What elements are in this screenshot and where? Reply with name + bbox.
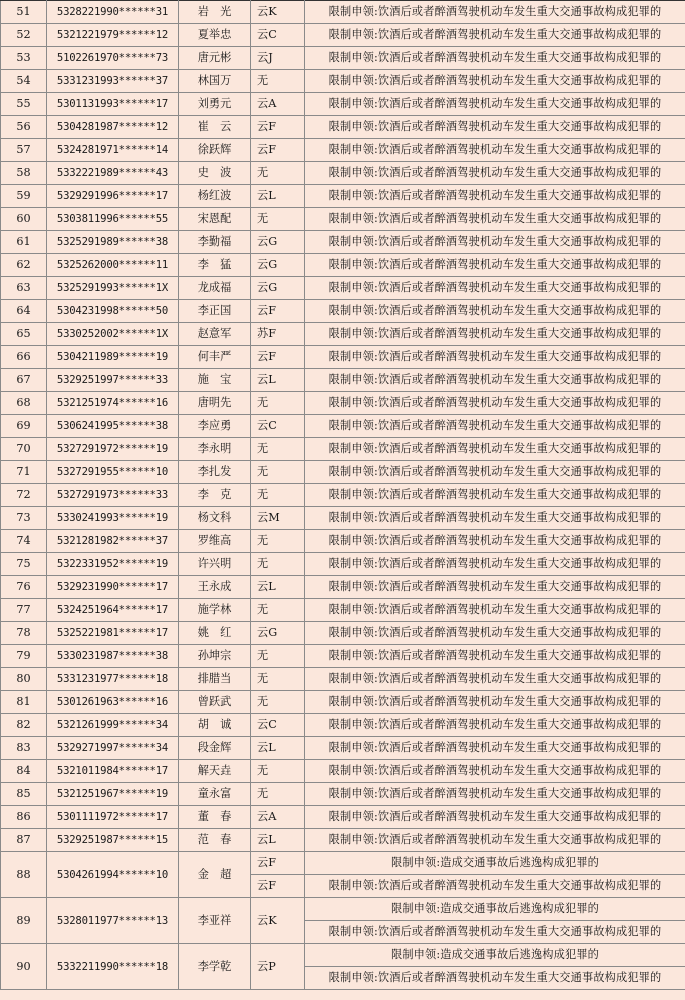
- person-name: 许兴明: [179, 553, 251, 576]
- id-number: 5332221989******43: [47, 162, 179, 185]
- table-row: [1, 116, 685, 139]
- person-name: 施学林: [179, 599, 251, 622]
- restriction-reason: 限制申领:饮酒后或者醉酒驾驶机动车发生重大交通事故构成犯罪的: [305, 438, 685, 461]
- id-number: 5327291955******10: [47, 461, 179, 484]
- table-row: [1, 507, 685, 530]
- table-row: [1, 484, 685, 507]
- plate-region: 云J: [251, 47, 305, 70]
- plate-region: 无: [251, 162, 305, 185]
- plate-region: 云F: [251, 346, 305, 369]
- restriction-reason: 限制申领:造成交通事故后逃逸构成犯罪的: [305, 898, 685, 921]
- id-number: 5329291996******17: [47, 185, 179, 208]
- table-row: [1, 47, 685, 70]
- person-name: 徐跃辉: [179, 139, 251, 162]
- plate-region: 云F: [251, 300, 305, 323]
- person-name: 唐明先: [179, 392, 251, 415]
- person-name: 李应勇: [179, 415, 251, 438]
- plate-region: 云A: [251, 806, 305, 829]
- restriction-reason: 限制申领:饮酒后或者醉酒驾驶机动车发生重大交通事故构成犯罪的: [305, 967, 685, 990]
- restriction-reason: 限制申领:饮酒后或者醉酒驾驶机动车发生重大交通事故构成犯罪的: [305, 507, 685, 530]
- restriction-reason: 限制申领:饮酒后或者醉酒驾驶机动车发生重大交通事故构成犯罪的: [305, 829, 685, 852]
- person-name: 刘勇元: [179, 93, 251, 116]
- person-name: 董 春: [179, 806, 251, 829]
- id-number: 5328221990******31: [47, 1, 179, 24]
- restriction-reason: 限制申领:饮酒后或者醉酒驾驶机动车发生重大交通事故构成犯罪的: [305, 484, 685, 507]
- row-number: 74: [1, 530, 47, 553]
- person-name: 唐元彬: [179, 47, 251, 70]
- row-number: 53: [1, 47, 47, 70]
- id-number: 5329271997******34: [47, 737, 179, 760]
- id-number: 5303811996******55: [47, 208, 179, 231]
- restriction-reason: 限制申领:饮酒后或者醉酒驾驶机动车发生重大交通事故构成犯罪的: [305, 576, 685, 599]
- person-name: 李学乾: [179, 944, 251, 990]
- restriction-reason: 限制申领:饮酒后或者醉酒驾驶机动车发生重大交通事故构成犯罪的: [305, 47, 685, 70]
- plate-region: 苏F: [251, 323, 305, 346]
- person-name: 杨文科: [179, 507, 251, 530]
- id-number: 5325291989******38: [47, 231, 179, 254]
- row-number: 64: [1, 300, 47, 323]
- id-number: 5304231998******50: [47, 300, 179, 323]
- table-row: [1, 415, 685, 438]
- plate-region: 无: [251, 783, 305, 806]
- plate-region: 无: [251, 208, 305, 231]
- restriction-reason: 限制申领:饮酒后或者醉酒驾驶机动车发生重大交通事故构成犯罪的: [305, 461, 685, 484]
- table-row: [1, 714, 685, 737]
- person-name: 岩 光: [179, 1, 251, 24]
- row-number: 70: [1, 438, 47, 461]
- row-number: 85: [1, 783, 47, 806]
- table-row: [1, 829, 685, 852]
- row-number: 86: [1, 806, 47, 829]
- plate-region: 无: [251, 553, 305, 576]
- id-number: 5301131993******17: [47, 93, 179, 116]
- id-number: 5306241995******38: [47, 415, 179, 438]
- person-name: 姚 红: [179, 622, 251, 645]
- restriction-reason: 限制申领:饮酒后或者醉酒驾驶机动车发生重大交通事故构成犯罪的: [305, 415, 685, 438]
- row-number: 71: [1, 461, 47, 484]
- person-name: 李扎发: [179, 461, 251, 484]
- plate-region: 无: [251, 530, 305, 553]
- row-number: 59: [1, 185, 47, 208]
- restriction-reason: 限制申领:饮酒后或者醉酒驾驶机动车发生重大交通事故构成犯罪的: [305, 530, 685, 553]
- restriction-reason: 限制申领:造成交通事故后逃逸构成犯罪的: [305, 852, 685, 875]
- restriction-reason: 限制申领:饮酒后或者醉酒驾驶机动车发生重大交通事故构成犯罪的: [305, 599, 685, 622]
- person-name: 史 波: [179, 162, 251, 185]
- row-number: 73: [1, 507, 47, 530]
- id-number: 5330231987******38: [47, 645, 179, 668]
- table-row: [1, 323, 685, 346]
- id-number: 5322331952******19: [47, 553, 179, 576]
- plate-region: 云G: [251, 622, 305, 645]
- table-row: [1, 645, 685, 668]
- person-name: 施 宝: [179, 369, 251, 392]
- person-name: 夏举忠: [179, 24, 251, 47]
- table-row: [1, 806, 685, 829]
- id-number: 5301261963******16: [47, 691, 179, 714]
- restriction-reason: 限制申领:饮酒后或者醉酒驾驶机动车发生重大交通事故构成犯罪的: [305, 553, 685, 576]
- plate-region: 云K: [251, 898, 305, 944]
- id-number: 5332211990******18: [47, 944, 179, 990]
- id-number: 5324281971******14: [47, 139, 179, 162]
- person-name: 金 超: [179, 852, 251, 898]
- row-number: 76: [1, 576, 47, 599]
- restriction-reason: 限制申领:饮酒后或者醉酒驾驶机动车发生重大交通事故构成犯罪的: [305, 392, 685, 415]
- table-row: [1, 70, 685, 93]
- table-row: [1, 737, 685, 760]
- table-row: [1, 139, 685, 162]
- restriction-reason: 限制申领:饮酒后或者醉酒驾驶机动车发生重大交通事故构成犯罪的: [305, 369, 685, 392]
- row-number: 55: [1, 93, 47, 116]
- person-name: 排腊当: [179, 668, 251, 691]
- row-number: 84: [1, 760, 47, 783]
- table-row: [1, 852, 685, 875]
- row-number: 79: [1, 645, 47, 668]
- row-number: 60: [1, 208, 47, 231]
- restriction-reason: 限制申领:饮酒后或者醉酒驾驶机动车发生重大交通事故构成犯罪的: [305, 806, 685, 829]
- row-number: 51: [1, 1, 47, 24]
- row-number: 72: [1, 484, 47, 507]
- id-number: 5321221979******12: [47, 24, 179, 47]
- table-row: [1, 760, 685, 783]
- id-number: 5328011977******13: [47, 898, 179, 944]
- restriction-reason: 限制申领:饮酒后或者醉酒驾驶机动车发生重大交通事故构成犯罪的: [305, 737, 685, 760]
- plate-region: 无: [251, 760, 305, 783]
- id-number: 5325291993******1X: [47, 277, 179, 300]
- person-name: 宋恩配: [179, 208, 251, 231]
- restriction-reason: 限制申领:饮酒后或者醉酒驾驶机动车发生重大交通事故构成犯罪的: [305, 875, 685, 898]
- person-name: 解天垚: [179, 760, 251, 783]
- table-row: [1, 599, 685, 622]
- person-name: 龙成福: [179, 277, 251, 300]
- restriction-reason: 限制申领:饮酒后或者醉酒驾驶机动车发生重大交通事故构成犯罪的: [305, 760, 685, 783]
- person-name: 林国万: [179, 70, 251, 93]
- restriction-reason: 限制申领:饮酒后或者醉酒驾驶机动车发生重大交通事故构成犯罪的: [305, 714, 685, 737]
- id-number: 5321251967******19: [47, 783, 179, 806]
- id-number: 5301111972******17: [47, 806, 179, 829]
- restriction-reason: 限制申领:饮酒后或者醉酒驾驶机动车发生重大交通事故构成犯罪的: [305, 93, 685, 116]
- restriction-reason: 限制申领:饮酒后或者醉酒驾驶机动车发生重大交通事故构成犯罪的: [305, 139, 685, 162]
- row-number: 67: [1, 369, 47, 392]
- id-number: 5324251964******17: [47, 599, 179, 622]
- person-name: 罗维高: [179, 530, 251, 553]
- person-name: 曾跃武: [179, 691, 251, 714]
- table-row: [1, 438, 685, 461]
- row-number: 89: [1, 898, 47, 944]
- person-name: 李 克: [179, 484, 251, 507]
- plate-region: 云C: [251, 24, 305, 47]
- table-row: [1, 24, 685, 47]
- row-number: 80: [1, 668, 47, 691]
- table-row: [1, 300, 685, 323]
- id-number: 5102261970******73: [47, 47, 179, 70]
- table-row: [1, 162, 685, 185]
- plate-region: 无: [251, 461, 305, 484]
- restriction-reason: 限制申领:饮酒后或者醉酒驾驶机动车发生重大交通事故构成犯罪的: [305, 783, 685, 806]
- id-number: 5331231977******18: [47, 668, 179, 691]
- id-number: 5325221981******17: [47, 622, 179, 645]
- restriction-reason: 限制申领:饮酒后或者醉酒驾驶机动车发生重大交通事故构成犯罪的: [305, 162, 685, 185]
- person-name: 李永明: [179, 438, 251, 461]
- id-number: 5321281982******37: [47, 530, 179, 553]
- restriction-reason: 限制申领:饮酒后或者醉酒驾驶机动车发生重大交通事故构成犯罪的: [305, 691, 685, 714]
- plate-region: 无: [251, 599, 305, 622]
- row-number: 90: [1, 944, 47, 990]
- plate-region: 无: [251, 645, 305, 668]
- plate-region: 云L: [251, 369, 305, 392]
- plate-region: 云A: [251, 93, 305, 116]
- plate-region: 无: [251, 484, 305, 507]
- row-number: 69: [1, 415, 47, 438]
- person-name: 孙坤宗: [179, 645, 251, 668]
- id-number: 5330252002******1X: [47, 323, 179, 346]
- restriction-reason: 限制申领:饮酒后或者醉酒驾驶机动车发生重大交通事故构成犯罪的: [305, 277, 685, 300]
- row-number: 61: [1, 231, 47, 254]
- restriction-reason: 限制申领:饮酒后或者醉酒驾驶机动车发生重大交通事故构成犯罪的: [305, 231, 685, 254]
- id-number: 5331231993******37: [47, 70, 179, 93]
- id-number: 5321011984******17: [47, 760, 179, 783]
- restriction-reason: 限制申领:饮酒后或者醉酒驾驶机动车发生重大交通事故构成犯罪的: [305, 24, 685, 47]
- id-number: 5325262000******11: [47, 254, 179, 277]
- restriction-reason: 限制申领:造成交通事故后逃逸构成犯罪的: [305, 944, 685, 967]
- plate-region: 无: [251, 392, 305, 415]
- row-number: 87: [1, 829, 47, 852]
- restriction-reason: 限制申领:饮酒后或者醉酒驾驶机动车发生重大交通事故构成犯罪的: [305, 346, 685, 369]
- person-name: 段金辉: [179, 737, 251, 760]
- id-number: 5321261999******34: [47, 714, 179, 737]
- restriction-reason: 限制申领:饮酒后或者醉酒驾驶机动车发生重大交通事故构成犯罪的: [305, 254, 685, 277]
- row-number: 54: [1, 70, 47, 93]
- plate-region: 无: [251, 691, 305, 714]
- plate-region: 云C: [251, 415, 305, 438]
- table-row: [1, 898, 685, 921]
- restriction-reason: 限制申领:饮酒后或者醉酒驾驶机动车发生重大交通事故构成犯罪的: [305, 921, 685, 944]
- plate-region: 无: [251, 438, 305, 461]
- plate-region: 云P: [251, 944, 305, 990]
- restriction-reason: 限制申领:饮酒后或者醉酒驾驶机动车发生重大交通事故构成犯罪的: [305, 300, 685, 323]
- person-name: 范 春: [179, 829, 251, 852]
- table-row: [1, 1, 685, 24]
- person-name: 赵意军: [179, 323, 251, 346]
- plate-region: 云G: [251, 254, 305, 277]
- plate-region: 云L: [251, 185, 305, 208]
- plate-region: 无: [251, 70, 305, 93]
- plate-region: 云F: [251, 875, 305, 898]
- table-row: [1, 277, 685, 300]
- table-row: [1, 185, 685, 208]
- plate-region: 云K: [251, 1, 305, 24]
- table-row: [1, 208, 685, 231]
- table-row: [1, 461, 685, 484]
- person-name: 李勤福: [179, 231, 251, 254]
- person-name: 何丰严: [179, 346, 251, 369]
- row-number: 56: [1, 116, 47, 139]
- id-number: 5327291973******33: [47, 484, 179, 507]
- person-name: 胡 诚: [179, 714, 251, 737]
- id-number: 5304261994******10: [47, 852, 179, 898]
- row-number: 63: [1, 277, 47, 300]
- restriction-table-body: [1, 1, 685, 852]
- restriction-reason: 限制申领:饮酒后或者醉酒驾驶机动车发生重大交通事故构成犯罪的: [305, 116, 685, 139]
- table-row: [1, 254, 685, 277]
- row-number: 68: [1, 392, 47, 415]
- row-number: 66: [1, 346, 47, 369]
- person-name: 李亚祥: [179, 898, 251, 944]
- plate-region: 云G: [251, 231, 305, 254]
- plate-region: 云L: [251, 737, 305, 760]
- plate-region: 云G: [251, 277, 305, 300]
- table-row: [1, 944, 685, 967]
- table-row: [1, 622, 685, 645]
- person-name: 崔 云: [179, 116, 251, 139]
- row-number: 88: [1, 852, 47, 898]
- restriction-reason: 限制申领:饮酒后或者醉酒驾驶机动车发生重大交通事故构成犯罪的: [305, 1, 685, 24]
- row-number: 82: [1, 714, 47, 737]
- table-row: [1, 691, 685, 714]
- table-row: [1, 668, 685, 691]
- person-name: 李 猛: [179, 254, 251, 277]
- plate-region: 云L: [251, 576, 305, 599]
- row-number: 83: [1, 737, 47, 760]
- restriction-reason: 限制申领:饮酒后或者醉酒驾驶机动车发生重大交通事故构成犯罪的: [305, 668, 685, 691]
- restriction-reason: 限制申领:饮酒后或者醉酒驾驶机动车发生重大交通事故构成犯罪的: [305, 208, 685, 231]
- row-number: 75: [1, 553, 47, 576]
- restriction-reason: 限制申领:饮酒后或者醉酒驾驶机动车发生重大交通事故构成犯罪的: [305, 645, 685, 668]
- person-name: 童永富: [179, 783, 251, 806]
- id-number: 5330241993******19: [47, 507, 179, 530]
- id-number: 5329231990******17: [47, 576, 179, 599]
- plate-region: 云F: [251, 116, 305, 139]
- restriction-reason: 限制申领:饮酒后或者醉酒驾驶机动车发生重大交通事故构成犯罪的: [305, 323, 685, 346]
- multi-entry-rows: [1, 852, 685, 990]
- restriction-reason: 限制申领:饮酒后或者醉酒驾驶机动车发生重大交通事故构成犯罪的: [305, 70, 685, 93]
- id-number: 5327291972******19: [47, 438, 179, 461]
- id-number: 5321251974******16: [47, 392, 179, 415]
- plate-region: 云C: [251, 714, 305, 737]
- table-row: [1, 783, 685, 806]
- row-number: 57: [1, 139, 47, 162]
- row-number: 77: [1, 599, 47, 622]
- plate-region: 云M: [251, 507, 305, 530]
- restriction-reason: 限制申领:饮酒后或者醉酒驾驶机动车发生重大交通事故构成犯罪的: [305, 185, 685, 208]
- row-number: 58: [1, 162, 47, 185]
- id-number: 5304211989******19: [47, 346, 179, 369]
- table-row: [1, 93, 685, 116]
- id-number: 5329251987******15: [47, 829, 179, 852]
- table-row: [1, 530, 685, 553]
- person-name: 李正国: [179, 300, 251, 323]
- row-number: 65: [1, 323, 47, 346]
- person-name: 杨红波: [179, 185, 251, 208]
- row-number: 81: [1, 691, 47, 714]
- table-row: [1, 369, 685, 392]
- plate-region: 无: [251, 668, 305, 691]
- restriction-reason: 限制申领:饮酒后或者醉酒驾驶机动车发生重大交通事故构成犯罪的: [305, 622, 685, 645]
- row-number: 78: [1, 622, 47, 645]
- row-number: 62: [1, 254, 47, 277]
- table-row: [1, 553, 685, 576]
- table-row: [1, 231, 685, 254]
- table-row: [1, 392, 685, 415]
- plate-region: 云L: [251, 829, 305, 852]
- row-number: 52: [1, 24, 47, 47]
- person-name: 王永成: [179, 576, 251, 599]
- plate-region: 云F: [251, 139, 305, 162]
- plate-region: 云F: [251, 852, 305, 875]
- id-number: 5304281987******12: [47, 116, 179, 139]
- table-row: [1, 346, 685, 369]
- id-number: 5329251997******33: [47, 369, 179, 392]
- table-row: [1, 576, 685, 599]
